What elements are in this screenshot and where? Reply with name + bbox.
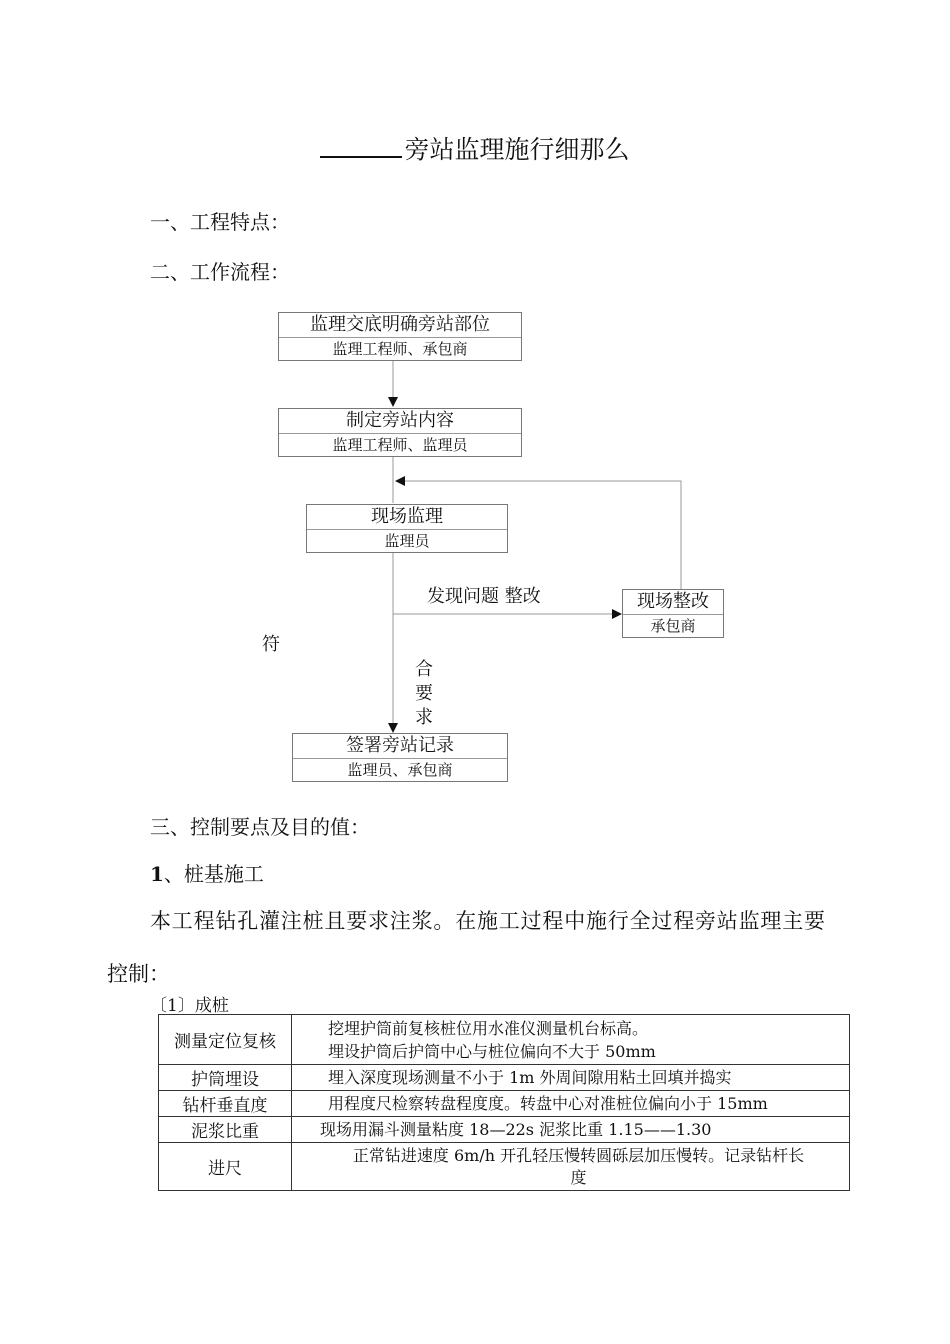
table-row	[159, 1015, 850, 1065]
flow-box-define-content	[278, 408, 522, 457]
table-cell-item: 护筒埋设	[159, 1065, 292, 1091]
flow-box-sign-record	[292, 733, 508, 782]
section-heading-control-points: 三、控制要点及目的值：	[150, 815, 370, 839]
flow-box-title: 监理交底明确旁站部位	[279, 313, 521, 338]
table-cell-requirement: 挖埋护筒前复核桩位用水准仪测量机台标高。 埋设护筒后护筒中心与桩位偏向不大于 50mm	[292, 1015, 850, 1065]
flow-box-onsite-rectify	[622, 589, 724, 638]
table-cell-requirement: 现场用漏斗测量粘度 18—22s 泥浆比重 1.15——1.30	[292, 1117, 850, 1143]
table-cell-item: 钻杆垂直度	[159, 1091, 292, 1117]
paragraph-line-1: 本工程钻孔灌注桩且要求注浆。在施工过程中施行全过程旁站监理主要	[150, 909, 826, 933]
table-row	[159, 1117, 850, 1143]
table-cell-item: 测量定位复核	[159, 1015, 292, 1065]
flow-label-yao: 要	[415, 683, 433, 704]
flow-box-title: 现场整改	[623, 590, 723, 615]
table-cell-item: 泥浆比重	[159, 1117, 292, 1143]
flow-box-onsite-supervision	[306, 504, 508, 553]
flow-box-roles: 承包商	[650, 617, 696, 635]
table-row	[159, 1143, 850, 1191]
subsection-number: 1	[150, 862, 164, 886]
subsection-heading-pile-construction	[150, 858, 264, 887]
flow-box-title: 现场监理	[307, 505, 507, 530]
table-cell-item: 进尺	[159, 1143, 292, 1191]
flow-label-qiu: 求	[415, 707, 433, 728]
page-title: 旁站监理施行细那么	[0, 130, 950, 166]
table-cell-requirement: 埋入深度现场测量不小于 1m 外周间隙用粘土回填并捣实	[292, 1065, 850, 1091]
table-caption: 〔1〕成桩	[150, 996, 229, 1016]
table-cell-requirement: 正常钻进速度 6m/h 开孔轻压慢转圆砾层加压慢转。记录钻杆长 度	[292, 1143, 850, 1191]
flow-label-he: 合	[415, 659, 433, 680]
flow-label-problem-rectify: 发现问题 整改	[427, 586, 541, 607]
flow-box-roles: 监理工程师、监理员	[332, 436, 468, 454]
flow-box-title: 签署旁站记录	[293, 734, 507, 759]
paragraph-line-2: 控制：	[107, 962, 170, 986]
table-row	[159, 1065, 850, 1091]
flow-box-title: 制定旁站内容	[279, 409, 521, 434]
flow-box-roles: 监理员、承包商	[347, 761, 453, 779]
table-cell-requirement: 用程度尺检察转盘程度度。转盘中心对准桩位偏向小于 15mm	[292, 1091, 850, 1117]
control-points-table	[158, 1014, 850, 1191]
table-row	[159, 1091, 850, 1117]
flow-label-fu: 符	[262, 634, 280, 655]
flow-box-roles: 监理工程师、承包商	[332, 340, 468, 358]
subsection-title: 、桩基施工	[163, 862, 264, 886]
flow-box-roles: 监理员	[384, 532, 430, 550]
section-heading-workflow: 二、工作流程：	[150, 260, 290, 284]
section-heading-project-features: 一、工程特点：	[150, 210, 290, 234]
flow-box-briefing	[278, 312, 522, 361]
